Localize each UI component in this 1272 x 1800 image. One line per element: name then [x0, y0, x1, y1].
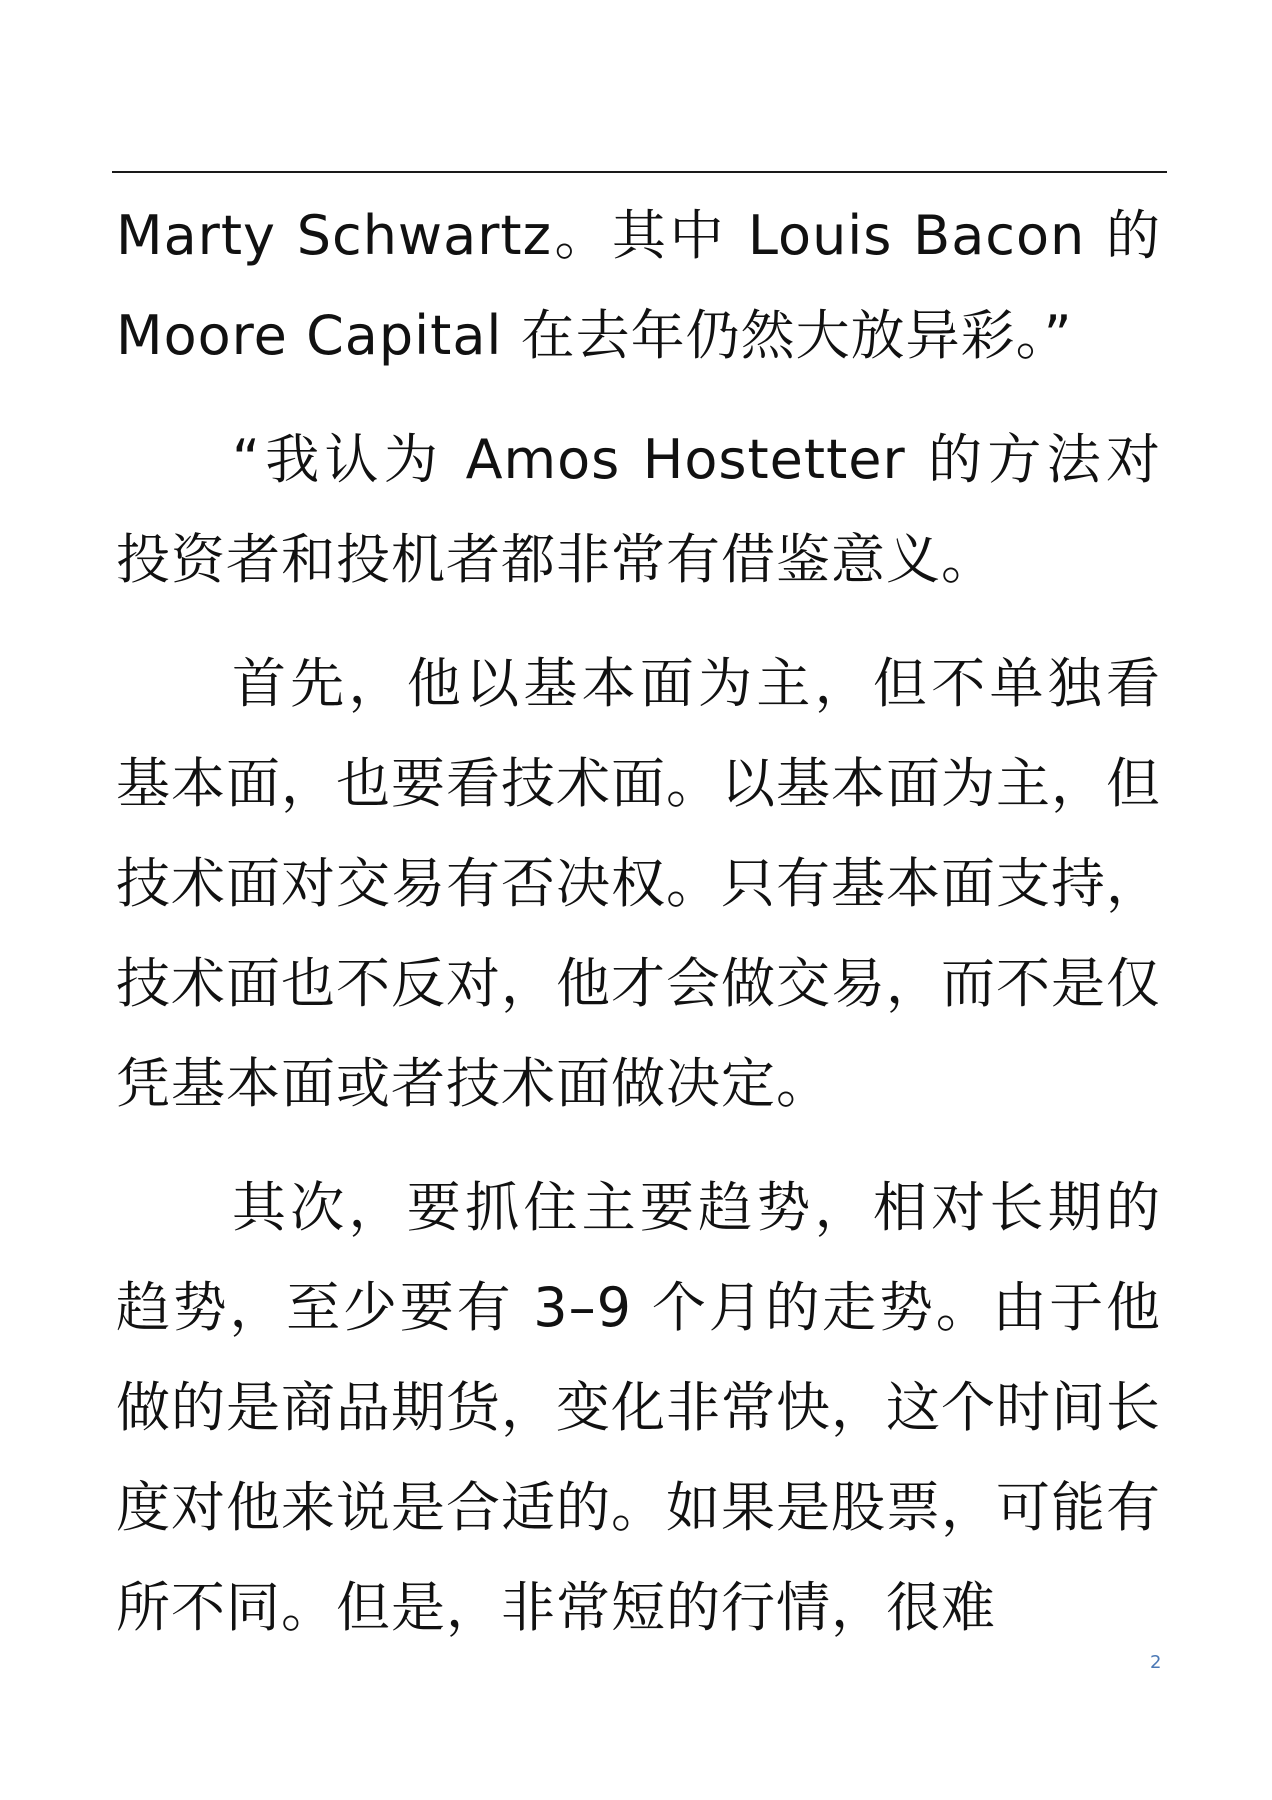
paragraph-continuation: Marty Schwartz。其中 Louis Bacon 的 Moore Capital 在去年仍然大放异彩。”: [116, 204, 1161, 367]
header-rule: [112, 171, 1167, 173]
paragraph-second-point: 其次，要抓住主要趋势，相对长期的趋势，至少要有 3–9 个月的走势。由于他做的是商品期货，变化非常快，这个时间长度对他来说是合适的。如果是股票，可能有所不同。但是，非常短的行情，很难: [116, 1176, 1161, 1639]
paragraph-quote-opening: “我认为 Amos Hostetter 的方法对投资者和投机者都非常有借鉴意义。: [116, 428, 1161, 591]
page-number: 2: [1150, 1652, 1162, 1673]
paragraph-first-point: 首先，他以基本面为主，但不单独看基本面，也要看技术面。以基本面为主，但技术面对交易有否决权。只有基本面支持，技术面也不反对，他才会做交易，而不是仅凭基本面或者技术面做决定。: [116, 652, 1161, 1115]
body-text: [116, 186, 1161, 1658]
